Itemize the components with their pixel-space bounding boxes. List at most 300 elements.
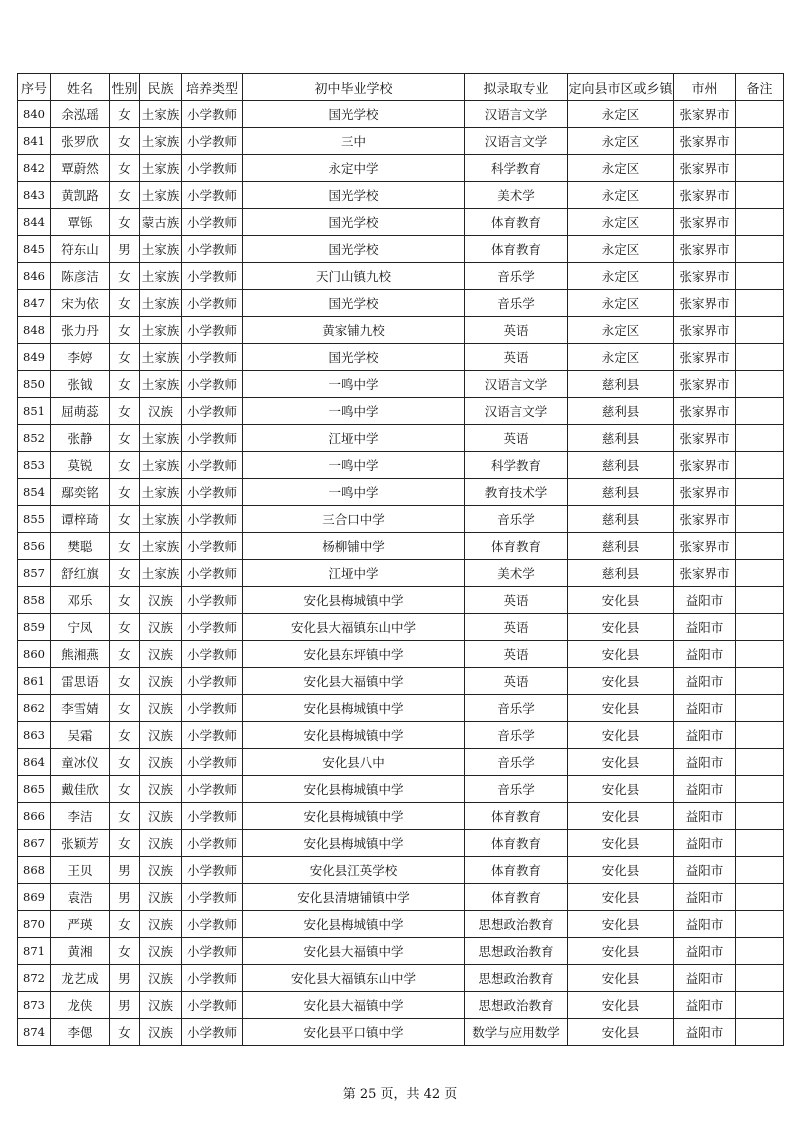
cell-name: 舒红旗 bbox=[51, 560, 110, 587]
cell-training-type: 小学教师 bbox=[182, 1019, 243, 1046]
cell-city: 张家界市 bbox=[674, 371, 736, 398]
cell-school: 国光学校 bbox=[243, 236, 465, 263]
cell-school: 国光学校 bbox=[243, 182, 465, 209]
table-row bbox=[18, 668, 784, 695]
cell-gender: 女 bbox=[110, 506, 140, 533]
cell-training-type: 小学教师 bbox=[182, 452, 243, 479]
cell-remark bbox=[736, 452, 784, 479]
cell-seq: 858 bbox=[18, 587, 51, 614]
cell-ethnicity: 汉族 bbox=[140, 830, 182, 857]
cell-county: 永定区 bbox=[568, 155, 674, 182]
cell-remark bbox=[736, 182, 784, 209]
cell-school: 安化县梅城镇中学 bbox=[243, 911, 465, 938]
table-header-row bbox=[18, 74, 784, 101]
cell-gender: 女 bbox=[110, 749, 140, 776]
cell-name: 严瑛 bbox=[51, 911, 110, 938]
cell-training-type: 小学教师 bbox=[182, 695, 243, 722]
cell-major: 汉语言文学 bbox=[465, 398, 568, 425]
cell-gender: 男 bbox=[110, 884, 140, 911]
cell-city: 张家界市 bbox=[674, 398, 736, 425]
table-row bbox=[18, 128, 784, 155]
cell-ethnicity: 汉族 bbox=[140, 695, 182, 722]
cell-major: 英语 bbox=[465, 317, 568, 344]
cell-training-type: 小学教师 bbox=[182, 236, 243, 263]
cell-seq: 865 bbox=[18, 776, 51, 803]
cell-major: 英语 bbox=[465, 641, 568, 668]
cell-major: 汉语言文学 bbox=[465, 101, 568, 128]
cell-ethnicity: 土家族 bbox=[140, 182, 182, 209]
cell-ethnicity: 土家族 bbox=[140, 506, 182, 533]
cell-gender: 男 bbox=[110, 992, 140, 1019]
cell-city: 益阳市 bbox=[674, 992, 736, 1019]
cell-ethnicity: 汉族 bbox=[140, 857, 182, 884]
table-row bbox=[18, 830, 784, 857]
cell-ethnicity: 土家族 bbox=[140, 128, 182, 155]
cell-gender: 男 bbox=[110, 857, 140, 884]
cell-major: 科学教育 bbox=[465, 155, 568, 182]
column-header-name: 姓名 bbox=[51, 74, 110, 101]
cell-ethnicity: 蒙古族 bbox=[140, 209, 182, 236]
cell-school: 国光学校 bbox=[243, 101, 465, 128]
cell-school: 安化县梅城镇中学 bbox=[243, 830, 465, 857]
column-header-training-type: 培养类型 bbox=[182, 74, 243, 101]
cell-gender: 女 bbox=[110, 587, 140, 614]
cell-county: 安化县 bbox=[568, 722, 674, 749]
table-row bbox=[18, 614, 784, 641]
cell-city: 张家界市 bbox=[674, 155, 736, 182]
cell-city: 益阳市 bbox=[674, 641, 736, 668]
cell-seq: 871 bbox=[18, 938, 51, 965]
cell-city: 张家界市 bbox=[674, 128, 736, 155]
cell-city: 张家界市 bbox=[674, 344, 736, 371]
cell-remark bbox=[736, 695, 784, 722]
cell-remark bbox=[736, 506, 784, 533]
table-row bbox=[18, 425, 784, 452]
cell-gender: 女 bbox=[110, 668, 140, 695]
cell-city: 益阳市 bbox=[674, 749, 736, 776]
cell-seq: 872 bbox=[18, 965, 51, 992]
cell-ethnicity: 土家族 bbox=[140, 371, 182, 398]
cell-gender: 女 bbox=[110, 695, 140, 722]
cell-major: 英语 bbox=[465, 587, 568, 614]
cell-gender: 女 bbox=[110, 209, 140, 236]
cell-school: 江垭中学 bbox=[243, 425, 465, 452]
cell-city: 张家界市 bbox=[674, 533, 736, 560]
cell-gender: 女 bbox=[110, 911, 140, 938]
column-header-school: 初中毕业学校 bbox=[243, 74, 465, 101]
cell-seq: 869 bbox=[18, 884, 51, 911]
cell-gender: 女 bbox=[110, 317, 140, 344]
cell-gender: 女 bbox=[110, 479, 140, 506]
cell-school: 安化县大福镇东山中学 bbox=[243, 614, 465, 641]
cell-remark bbox=[736, 884, 784, 911]
cell-name: 袁浩 bbox=[51, 884, 110, 911]
cell-ethnicity: 汉族 bbox=[140, 776, 182, 803]
cell-seq: 861 bbox=[18, 668, 51, 695]
cell-gender: 女 bbox=[110, 155, 140, 182]
cell-major: 科学教育 bbox=[465, 452, 568, 479]
cell-county: 永定区 bbox=[568, 290, 674, 317]
cell-major: 音乐学 bbox=[465, 749, 568, 776]
cell-seq: 842 bbox=[18, 155, 51, 182]
cell-seq: 870 bbox=[18, 911, 51, 938]
cell-school: 天门山镇九校 bbox=[243, 263, 465, 290]
cell-gender: 男 bbox=[110, 236, 140, 263]
cell-training-type: 小学教师 bbox=[182, 506, 243, 533]
cell-seq: 841 bbox=[18, 128, 51, 155]
cell-name: 宋为依 bbox=[51, 290, 110, 317]
cell-county: 安化县 bbox=[568, 911, 674, 938]
cell-training-type: 小学教师 bbox=[182, 398, 243, 425]
cell-remark bbox=[736, 236, 784, 263]
table-row bbox=[18, 803, 784, 830]
cell-name: 鄢奕铭 bbox=[51, 479, 110, 506]
table-row bbox=[18, 641, 784, 668]
cell-school: 安化县八中 bbox=[243, 749, 465, 776]
cell-training-type: 小学教师 bbox=[182, 641, 243, 668]
cell-school: 安化县梅城镇中学 bbox=[243, 803, 465, 830]
cell-major: 体育教育 bbox=[465, 884, 568, 911]
cell-school: 一鸣中学 bbox=[243, 371, 465, 398]
table-row bbox=[18, 506, 784, 533]
cell-ethnicity: 汉族 bbox=[140, 614, 182, 641]
cell-city: 益阳市 bbox=[674, 1019, 736, 1046]
cell-gender: 男 bbox=[110, 965, 140, 992]
table-row bbox=[18, 479, 784, 506]
cell-major: 体育教育 bbox=[465, 830, 568, 857]
cell-seq: 854 bbox=[18, 479, 51, 506]
cell-training-type: 小学教师 bbox=[182, 101, 243, 128]
table-row bbox=[18, 101, 784, 128]
cell-school: 三中 bbox=[243, 128, 465, 155]
cell-major: 音乐学 bbox=[465, 506, 568, 533]
column-header-city: 市州 bbox=[674, 74, 736, 101]
cell-school: 黄家铺九校 bbox=[243, 317, 465, 344]
cell-seq: 857 bbox=[18, 560, 51, 587]
cell-seq: 840 bbox=[18, 101, 51, 128]
cell-name: 张静 bbox=[51, 425, 110, 452]
cell-seq: 860 bbox=[18, 641, 51, 668]
table-row bbox=[18, 776, 784, 803]
cell-seq: 866 bbox=[18, 803, 51, 830]
cell-seq: 849 bbox=[18, 344, 51, 371]
cell-name: 符东山 bbox=[51, 236, 110, 263]
table-body bbox=[18, 101, 784, 1046]
cell-training-type: 小学教师 bbox=[182, 830, 243, 857]
cell-name: 张颖芳 bbox=[51, 830, 110, 857]
cell-county: 安化县 bbox=[568, 614, 674, 641]
cell-remark bbox=[736, 992, 784, 1019]
cell-name: 邓乐 bbox=[51, 587, 110, 614]
cell-county: 安化县 bbox=[568, 830, 674, 857]
table-row bbox=[18, 236, 784, 263]
cell-city: 张家界市 bbox=[674, 209, 736, 236]
cell-remark bbox=[736, 533, 784, 560]
cell-major: 美术学 bbox=[465, 182, 568, 209]
cell-remark bbox=[736, 803, 784, 830]
table-row bbox=[18, 857, 784, 884]
cell-remark bbox=[736, 749, 784, 776]
column-header-ethnicity: 民族 bbox=[140, 74, 182, 101]
cell-gender: 女 bbox=[110, 290, 140, 317]
cell-remark bbox=[736, 830, 784, 857]
table-row bbox=[18, 209, 784, 236]
cell-remark bbox=[736, 587, 784, 614]
cell-remark bbox=[736, 776, 784, 803]
cell-major: 音乐学 bbox=[465, 290, 568, 317]
cell-county: 慈利县 bbox=[568, 452, 674, 479]
cell-county: 慈利县 bbox=[568, 398, 674, 425]
cell-training-type: 小学教师 bbox=[182, 533, 243, 560]
cell-training-type: 小学教师 bbox=[182, 749, 243, 776]
cell-training-type: 小学教师 bbox=[182, 263, 243, 290]
cell-ethnicity: 土家族 bbox=[140, 425, 182, 452]
cell-school: 国光学校 bbox=[243, 290, 465, 317]
cell-school: 安化县清塘铺镇中学 bbox=[243, 884, 465, 911]
table-row bbox=[18, 344, 784, 371]
cell-county: 慈利县 bbox=[568, 479, 674, 506]
cell-county: 安化县 bbox=[568, 992, 674, 1019]
cell-ethnicity: 汉族 bbox=[140, 398, 182, 425]
cell-training-type: 小学教师 bbox=[182, 965, 243, 992]
cell-remark bbox=[736, 668, 784, 695]
cell-city: 张家界市 bbox=[674, 290, 736, 317]
cell-city: 益阳市 bbox=[674, 938, 736, 965]
cell-major: 体育教育 bbox=[465, 857, 568, 884]
cell-ethnicity: 汉族 bbox=[140, 641, 182, 668]
cell-ethnicity: 土家族 bbox=[140, 317, 182, 344]
cell-name: 张罗欣 bbox=[51, 128, 110, 155]
cell-major: 教育技术学 bbox=[465, 479, 568, 506]
admission-table bbox=[17, 73, 784, 1046]
cell-city: 张家界市 bbox=[674, 560, 736, 587]
cell-seq: 874 bbox=[18, 1019, 51, 1046]
cell-seq: 863 bbox=[18, 722, 51, 749]
cell-county: 安化县 bbox=[568, 938, 674, 965]
cell-county: 慈利县 bbox=[568, 371, 674, 398]
cell-seq: 852 bbox=[18, 425, 51, 452]
cell-gender: 女 bbox=[110, 560, 140, 587]
cell-city: 益阳市 bbox=[674, 857, 736, 884]
table-row bbox=[18, 290, 784, 317]
cell-name: 莫锐 bbox=[51, 452, 110, 479]
cell-seq: 848 bbox=[18, 317, 51, 344]
cell-name: 张钺 bbox=[51, 371, 110, 398]
cell-county: 慈利县 bbox=[568, 506, 674, 533]
cell-training-type: 小学教师 bbox=[182, 857, 243, 884]
cell-major: 体育教育 bbox=[465, 236, 568, 263]
cell-city: 益阳市 bbox=[674, 884, 736, 911]
cell-training-type: 小学教师 bbox=[182, 479, 243, 506]
column-header-seq: 序号 bbox=[18, 74, 51, 101]
cell-school: 国光学校 bbox=[243, 344, 465, 371]
cell-training-type: 小学教师 bbox=[182, 668, 243, 695]
cell-major: 音乐学 bbox=[465, 695, 568, 722]
cell-city: 益阳市 bbox=[674, 776, 736, 803]
table-row bbox=[18, 911, 784, 938]
cell-remark bbox=[736, 425, 784, 452]
cell-major: 音乐学 bbox=[465, 263, 568, 290]
cell-major: 美术学 bbox=[465, 560, 568, 587]
cell-county: 慈利县 bbox=[568, 560, 674, 587]
cell-city: 益阳市 bbox=[674, 722, 736, 749]
cell-ethnicity: 土家族 bbox=[140, 290, 182, 317]
cell-remark bbox=[736, 560, 784, 587]
cell-gender: 女 bbox=[110, 614, 140, 641]
cell-ethnicity: 汉族 bbox=[140, 587, 182, 614]
table-row bbox=[18, 398, 784, 425]
cell-city: 张家界市 bbox=[674, 236, 736, 263]
cell-city: 益阳市 bbox=[674, 965, 736, 992]
cell-training-type: 小学教师 bbox=[182, 155, 243, 182]
cell-training-type: 小学教师 bbox=[182, 317, 243, 344]
cell-county: 安化县 bbox=[568, 776, 674, 803]
cell-seq: 867 bbox=[18, 830, 51, 857]
cell-major: 英语 bbox=[465, 344, 568, 371]
cell-city: 益阳市 bbox=[674, 668, 736, 695]
cell-name: 李雪婧 bbox=[51, 695, 110, 722]
cell-county: 永定区 bbox=[568, 344, 674, 371]
cell-school: 安化县梅城镇中学 bbox=[243, 695, 465, 722]
cell-seq: 868 bbox=[18, 857, 51, 884]
cell-remark bbox=[736, 263, 784, 290]
cell-training-type: 小学教师 bbox=[182, 776, 243, 803]
cell-seq: 862 bbox=[18, 695, 51, 722]
cell-remark bbox=[736, 398, 784, 425]
cell-school: 安化县梅城镇中学 bbox=[243, 722, 465, 749]
table-row bbox=[18, 452, 784, 479]
cell-county: 安化县 bbox=[568, 641, 674, 668]
cell-name: 陈彦洁 bbox=[51, 263, 110, 290]
column-header-major: 拟录取专业 bbox=[465, 74, 568, 101]
cell-training-type: 小学教师 bbox=[182, 722, 243, 749]
cell-name: 黄湘 bbox=[51, 938, 110, 965]
cell-major: 思想政治教育 bbox=[465, 938, 568, 965]
cell-training-type: 小学教师 bbox=[182, 344, 243, 371]
cell-remark bbox=[736, 965, 784, 992]
cell-name: 戴佳欣 bbox=[51, 776, 110, 803]
cell-city: 益阳市 bbox=[674, 695, 736, 722]
cell-seq: 850 bbox=[18, 371, 51, 398]
cell-name: 李婷 bbox=[51, 344, 110, 371]
cell-training-type: 小学教师 bbox=[182, 587, 243, 614]
cell-remark bbox=[736, 344, 784, 371]
cell-remark bbox=[736, 317, 784, 344]
cell-ethnicity: 汉族 bbox=[140, 1019, 182, 1046]
cell-gender: 女 bbox=[110, 128, 140, 155]
cell-major: 思想政治教育 bbox=[465, 911, 568, 938]
cell-county: 安化县 bbox=[568, 884, 674, 911]
cell-seq: 856 bbox=[18, 533, 51, 560]
cell-gender: 女 bbox=[110, 938, 140, 965]
cell-name: 李洁 bbox=[51, 803, 110, 830]
cell-name: 覃铄 bbox=[51, 209, 110, 236]
cell-ethnicity: 汉族 bbox=[140, 749, 182, 776]
cell-training-type: 小学教师 bbox=[182, 182, 243, 209]
cell-remark bbox=[736, 911, 784, 938]
cell-city: 益阳市 bbox=[674, 614, 736, 641]
cell-gender: 女 bbox=[110, 830, 140, 857]
cell-ethnicity: 汉族 bbox=[140, 911, 182, 938]
cell-county: 永定区 bbox=[568, 101, 674, 128]
cell-seq: 864 bbox=[18, 749, 51, 776]
cell-school: 国光学校 bbox=[243, 209, 465, 236]
cell-gender: 女 bbox=[110, 344, 140, 371]
table-row bbox=[18, 965, 784, 992]
cell-county: 慈利县 bbox=[568, 425, 674, 452]
cell-name: 余泓瑶 bbox=[51, 101, 110, 128]
cell-gender: 女 bbox=[110, 263, 140, 290]
cell-school: 安化县东坪镇中学 bbox=[243, 641, 465, 668]
cell-gender: 女 bbox=[110, 1019, 140, 1046]
cell-city: 张家界市 bbox=[674, 452, 736, 479]
cell-remark bbox=[736, 722, 784, 749]
cell-gender: 女 bbox=[110, 722, 140, 749]
cell-city: 益阳市 bbox=[674, 587, 736, 614]
cell-county: 永定区 bbox=[568, 263, 674, 290]
cell-county: 安化县 bbox=[568, 587, 674, 614]
cell-training-type: 小学教师 bbox=[182, 371, 243, 398]
cell-seq: 873 bbox=[18, 992, 51, 1019]
cell-ethnicity: 汉族 bbox=[140, 884, 182, 911]
cell-school: 永定中学 bbox=[243, 155, 465, 182]
cell-remark bbox=[736, 155, 784, 182]
cell-school: 一鸣中学 bbox=[243, 398, 465, 425]
cell-remark bbox=[736, 641, 784, 668]
cell-city: 张家界市 bbox=[674, 263, 736, 290]
cell-gender: 女 bbox=[110, 101, 140, 128]
cell-training-type: 小学教师 bbox=[182, 614, 243, 641]
table-row bbox=[18, 722, 784, 749]
cell-ethnicity: 土家族 bbox=[140, 155, 182, 182]
cell-name: 张力丹 bbox=[51, 317, 110, 344]
table-row bbox=[18, 695, 784, 722]
cell-school: 安化县梅城镇中学 bbox=[243, 587, 465, 614]
cell-major: 思想政治教育 bbox=[465, 965, 568, 992]
cell-school: 安化县梅城镇中学 bbox=[243, 776, 465, 803]
cell-name: 宁凤 bbox=[51, 614, 110, 641]
cell-city: 张家界市 bbox=[674, 425, 736, 452]
cell-ethnicity: 土家族 bbox=[140, 101, 182, 128]
table-row bbox=[18, 587, 784, 614]
cell-ethnicity: 土家族 bbox=[140, 533, 182, 560]
cell-major: 音乐学 bbox=[465, 722, 568, 749]
cell-school: 三合口中学 bbox=[243, 506, 465, 533]
cell-major: 音乐学 bbox=[465, 776, 568, 803]
cell-school: 安化县大福镇中学 bbox=[243, 938, 465, 965]
cell-remark bbox=[736, 371, 784, 398]
cell-school: 安化县江英学校 bbox=[243, 857, 465, 884]
cell-gender: 女 bbox=[110, 371, 140, 398]
cell-ethnicity: 土家族 bbox=[140, 236, 182, 263]
cell-ethnicity: 汉族 bbox=[140, 722, 182, 749]
cell-major: 数学与应用数学 bbox=[465, 1019, 568, 1046]
cell-school: 安化县大福镇东山中学 bbox=[243, 965, 465, 992]
column-header-county: 定向县市区或乡镇 bbox=[568, 74, 674, 101]
cell-name: 屈萌蕊 bbox=[51, 398, 110, 425]
cell-seq: 843 bbox=[18, 182, 51, 209]
cell-seq: 846 bbox=[18, 263, 51, 290]
cell-county: 安化县 bbox=[568, 803, 674, 830]
cell-ethnicity: 土家族 bbox=[140, 479, 182, 506]
cell-city: 张家界市 bbox=[674, 182, 736, 209]
cell-name: 谭梓琦 bbox=[51, 506, 110, 533]
table-row bbox=[18, 560, 784, 587]
cell-name: 吴霜 bbox=[51, 722, 110, 749]
cell-training-type: 小学教师 bbox=[182, 911, 243, 938]
cell-seq: 853 bbox=[18, 452, 51, 479]
cell-name: 黄凯路 bbox=[51, 182, 110, 209]
